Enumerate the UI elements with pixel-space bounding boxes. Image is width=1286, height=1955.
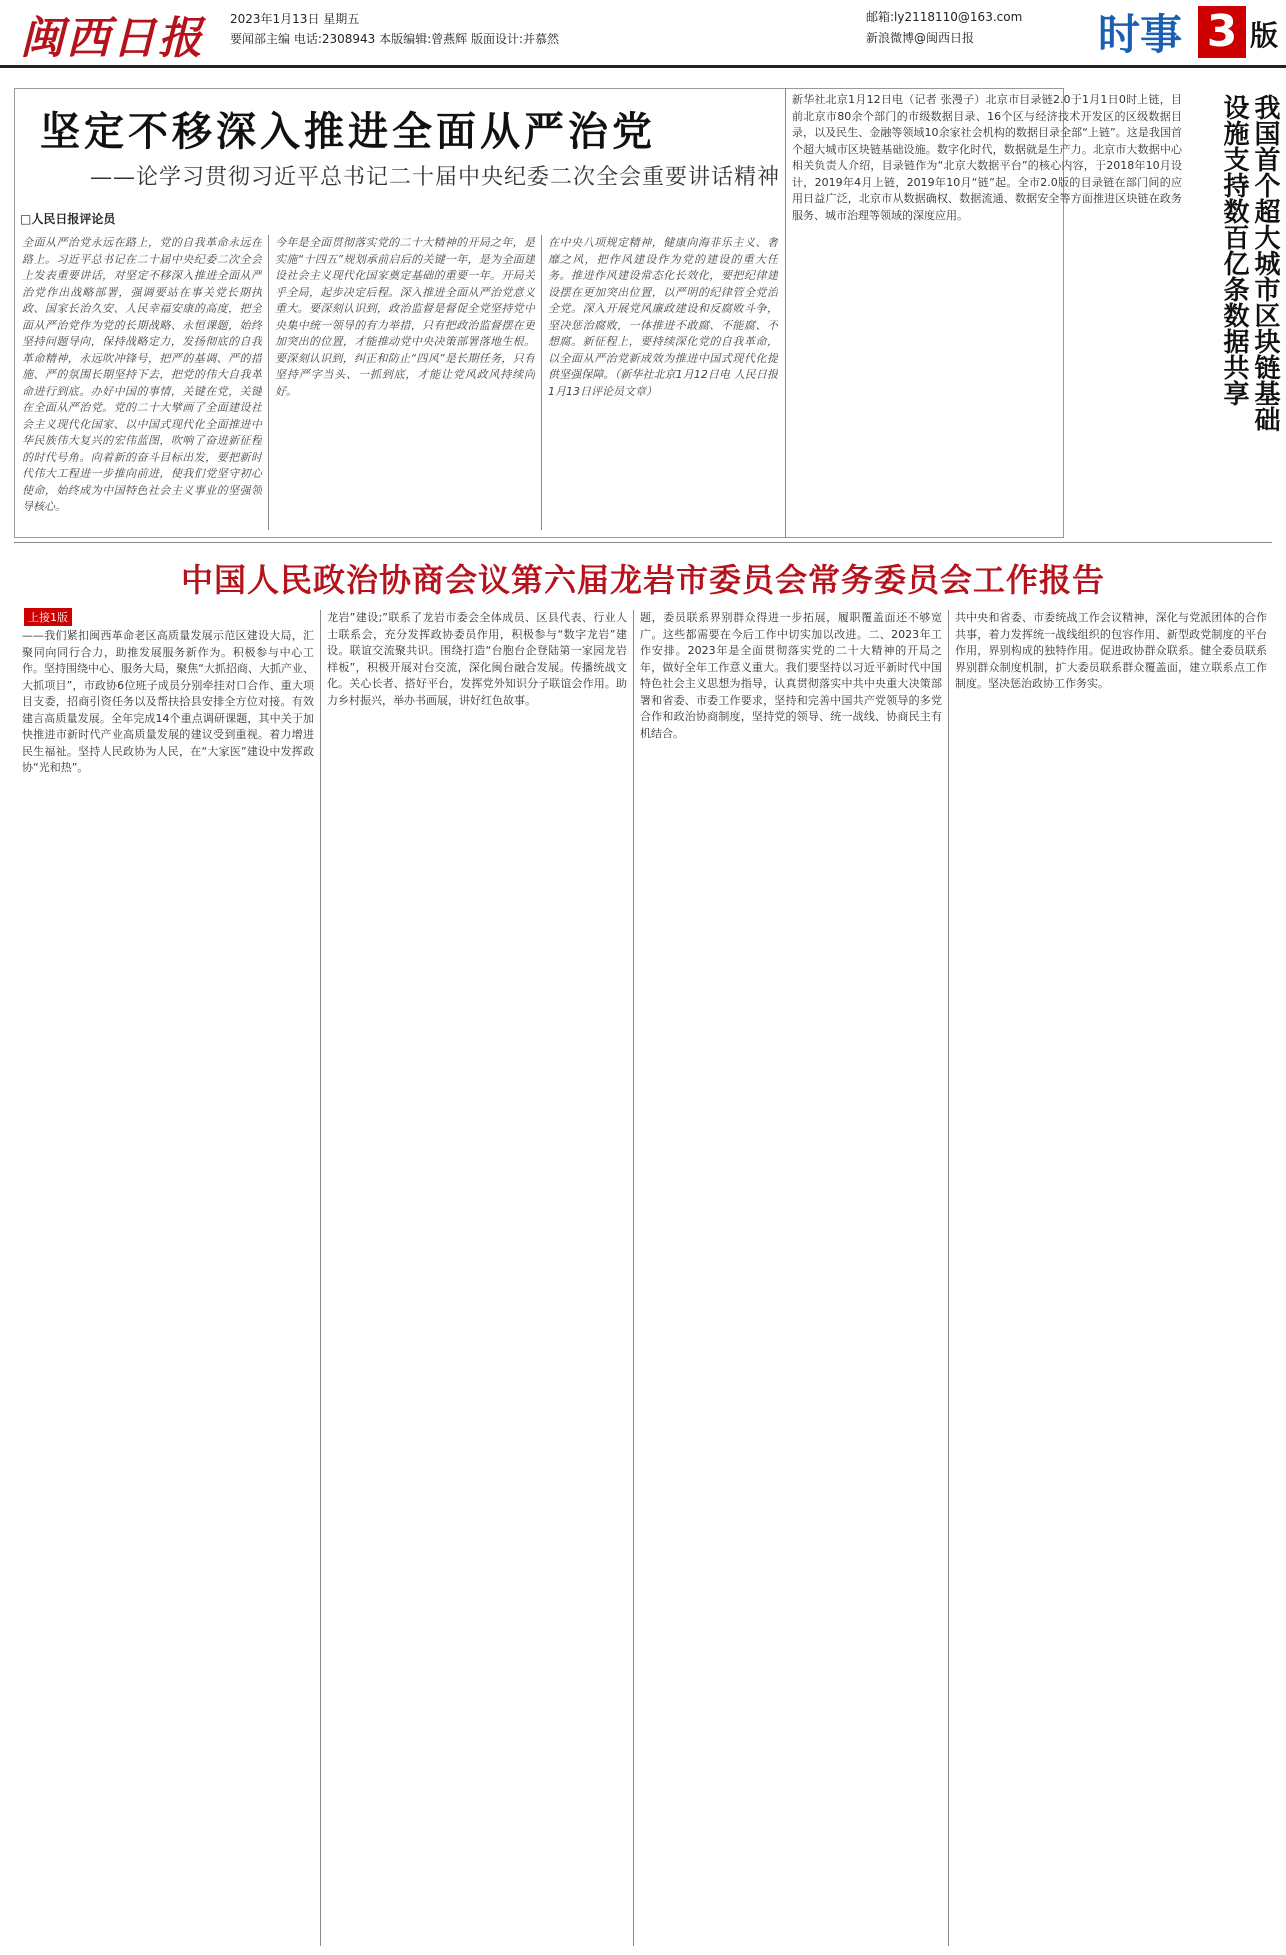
contact-email[interactable]: 邮箱:ly2118110@163.com [866,10,1023,24]
article1-col2: 今年是全面贯彻落实党的二十大精神的开局之年，是实施“十四五”规划承前启后的关键一年，是为全面建设社会主义现代化国家奠定基础的重要一年。开局关乎全局，起步决定后程。深入推进全面从严治党意义重大。要深刻认识到，政治监督是督促全党坚持党中央集中统一领导的有力举措，只有把政治监督摆在更加突出的位置，才能推动党中央决策部署落地生根。要深刻认识到，纠正和防止“四风”是长期任务，只有坚持严字当头、一抓到底，才能让党风政风持续向好。 [275,236,535,398]
issue-date: 2023年1月13日 星期五 [230,12,360,26]
page-number: 3 [1198,6,1246,58]
section-title: 时事 [1098,10,1183,59]
article3-col2: 龙岩”建设;”联系了龙岩市委会全体成员、区县代表、行业人士联系会，充分发挥政协委员作用，积极参与“数字龙岩”建设。联谊交流聚共识。围绕打造“台胞台企登陆第一家园龙岩样板”，积极开展对台交流，深化闽台融合发展。传播统战文化。关心长者、搭好平台，发挥党外知识分子联谊会作用。助力乡村振兴，举办书画展，讲好红色故事。 [327,611,627,707]
article1-byline: □人民日报评论员 [20,212,116,226]
editor-info: 要闻部主编 电话:2308943 本版编辑:曾燕辉 版面设计:并慕然 [230,32,560,46]
newspaper-logo: 闽西日报 [20,13,204,64]
article1-headline: 坚定不移深入推进全面从严治党 [40,108,656,155]
masthead [0,0,1286,68]
continued-tag: 上接1版 [24,608,72,626]
article3-col1: ——我们紧扣闽西革命老区高质量发展示范区建设大局，汇聚同向同行合力，助推发展服务新作为。积极参与中心工作。坚持围绕中心、服务大局，聚焦“大抓招商、大抓产业、大抓项目”，市政协6位班子成员分别牵挂对口合作、重大项目支委，招商引资任务以及帮扶拾县安排全方位对接。有效建言高质量发展。全年完成14个重点调研课题，其中关于加快推进市新时代产业高质量发展的建议受到重视。着力增进民生福祉。坚持人民政协为人民，在“大家医”建设中发挥政协“光和热”。 [22,629,314,774]
article3-col4: 共中央和省委、市委统战工作会议精神，深化与党派团体的合作共事，着力发挥统一战线组织的包容作用、新型政党制度的平台作用，界别构成的独特作用。促进政协群众联系。健全委员联系界别群众制度机制，扩大委员联系群众覆盖面，建立联系点工作制度。坚决惩治政协工作务实。 [955,611,1267,690]
article3-col3: 题，委员联系界别群众得进一步拓展，履职覆盖面还不够宽广。这些都需要在今后工作中切实加以改进。二、2023年工作安排。2023年是全面贯彻落实党的二十大精神的开局之年，做好全年工作意义重大。我们要坚持以习近平新时代中国特色社会主义思想为指导，认真贯彻落实中共中央重大决策部署和省委、市委工作要求，坚持和完善中国共产党领导的多党合作和政治协商制度，坚持党的领导、统一战线、协商民主有机结合。 [640,611,942,740]
article1-col3: 在中央八项规定精神，健康向海非乐主义、奢靡之风，把作风建设作为党的建设的重大任务。推进作风建设常态化长效化，要把纪律建设摆在更加突出位置，以严明的纪律管全党治全党。深入开展党风廉政建设和反腐败斗争，坚决惩治腐败，一体推进不敢腐、不能腐、不想腐。新征程上，要持续深化党的自我革命，以全面从严治党新成效为推进中国式现代化提供坚强保障。（新华社北京1月12日电 人民日报1月13日评论员文章） [548,236,778,398]
weibo-handle[interactable]: 新浪微博@闽西日报 [866,31,975,45]
article1-col1: 全面从严治党永远在路上，党的自我革命永远在路上。习近平总书记在二十届中央纪委二次全会上发表重要讲话，对坚定不移深入推进全面从严治党作出战略部署，强调要站在事关党长期执政、国家长治久安、人民幸福安康的高度，把全面从严治党作为党的长期战略、永恒课题，始终坚持问题导向，保持战略定力，发扬彻底的自我革命精神，永远吹冲锋号，把严的基调、严的措施、严的氛围长期坚持下去，把党的伟大自我革命进行到底。办好中国的事情，关键在党，关键在全面从严治党。党的二十大擘画了全面建设社会主义现代化国家、以中国式现代化全面推进中华民族伟大复兴的宏伟蓝图，吹响了奋进新征程的时代号角。向着新的奋斗目标出发，要把新时代伟大工程进一步推向前进，使我们党坚守初心使命，始终成为中国特色社会主义事业的坚强领导核心。 [22,236,262,513]
article1-subhead: ——论学习贯彻习近平总书记二十届中央纪委二次全会重要讲话精神 [89,165,780,190]
article3-headline: 中国人民政治协商会议第六届龙岩市委员会常务委员会工作报告 [180,561,1105,599]
article2-headline: 我国首个超大城市区块链基础设施支持数百亿条数据共享 [1219,94,1280,432]
page-suffix: 版 [1250,19,1279,52]
article2-body: 新华社北京1月12日电（记者 张漫子）北京市目录链2.0于1月1日0时上链，目前北京市80余个部门的市级数据目录、16个区与经济技术开发区的区级数据目录，以及民生、金融等领域10余家社会机构的数据目录全部“上链”。这是我国首个超大城市区块链基础设施。数字化时代，数据就是生产力。北京市大数据中心相关负责人介绍，目录链作为“北京大数据平台”的核心内容，于2018年10月设计，2019年4月上链，2019年10月“链”起。全市2.0版的目录链在部门间的应用日益广泛，北京市从数据确权、数据流通、数据安全等方面推进区块链在政务服务、城市治理等领域的深度应用。 [792,93,1182,222]
